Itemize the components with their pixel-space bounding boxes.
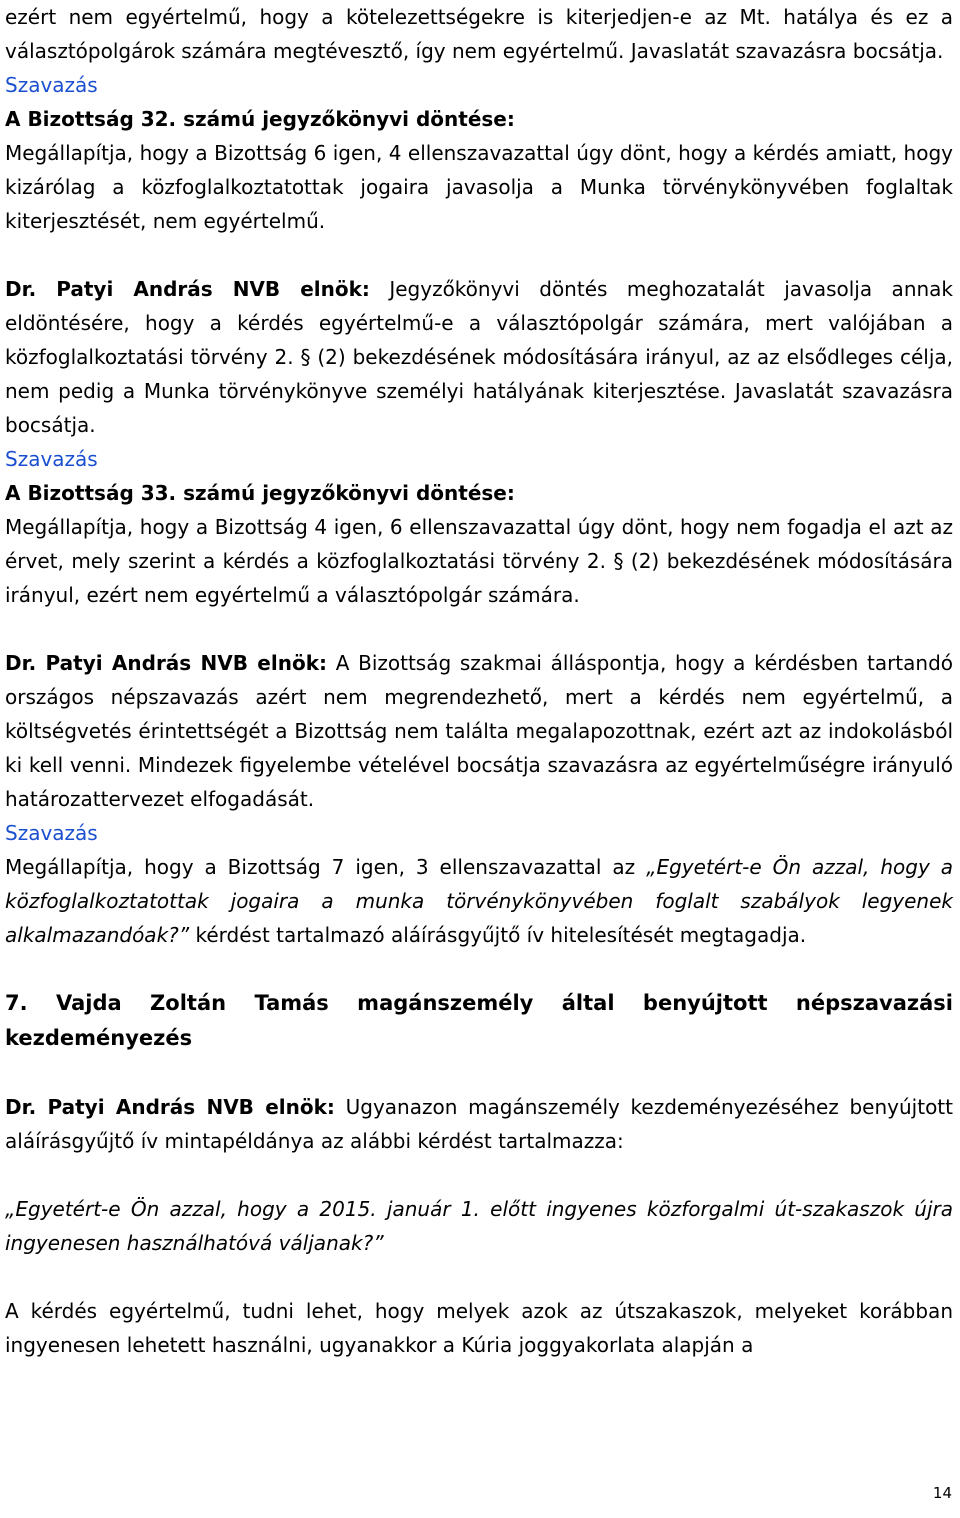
chair-speech-2	[5, 646, 953, 816]
decision-32-text: Megállapítja, hogy a Bizottság 6 igen, 4 ellenszavazattal úgy dönt, hogy a kérdés amiatt, hogy kizárólag a közfoglalkoztatottak jogaira javasolja a Munka törvénykönyvében foglaltak kiterjesztését, nem egyértelmű.	[5, 141, 953, 233]
speaker-name: Dr. Patyi András NVB elnök:	[5, 1095, 335, 1119]
resolution-text-after: kérdést tartalmazó aláírásgyűjtő ív hitelesítését megtagadja.	[189, 923, 807, 947]
resolution-text-before: Megállapítja, hogy a Bizottság 7 igen, 3 ellenszavazattal az	[5, 855, 647, 879]
continuation-paragraph: ezért nem egyértelmű, hogy a kötelezettségekre is kiterjedjen-e az Mt. hatálya és ez a választópolgárok számára megtévesztő, így nem egyértelmű. Javaslatát szavazásra bocsátja.	[5, 5, 953, 63]
speech-text: Ugyanazon magánszemély kezdeményezéséhez benyújtott aláírásgyűjtő ív mintapéldánya az alábbi kérdést tartalmazza:	[5, 1095, 953, 1153]
vote-label: Szavazás	[5, 73, 98, 97]
document-page	[5, 0, 953, 1362]
decision-33-text: Megállapítja, hogy a Bizottság 4 igen, 6 ellenszavazattal úgy dönt, hogy nem fogadja el azt az érvet, mely szerint a kérdés a közfoglalkoztatási törvény 2. § (2) bekezdésének módosítására irányul, ezért nem egyértelmű a választópolgár számára.	[5, 515, 953, 607]
section-heading-7: 7. Vajda Zoltán Tamás magánszemély által benyújtott népszavazási kezdeményezés	[5, 991, 953, 1050]
quoted-question: „Egyetért-e Ön azzal, hogy a 2015. január 1. előtt ingyenes közforgalmi út-szakaszok újra ingyenesen használhatóvá váljanak?”	[5, 1197, 953, 1255]
decision-33-title: A Bizottság 33. számú jegyzőkönyvi döntése:	[5, 481, 515, 505]
decision-32-title: A Bizottság 32. számú jegyzőkönyvi döntése:	[5, 107, 515, 131]
resolution-quote: „Egyetért-e Ön azzal, hogy a közfoglalkoztatottak jogaira a munka törvénykönyvében foglalt szabályok legyenek alkalmazandóak?”	[5, 855, 953, 947]
page-number: 14	[932, 1484, 952, 1502]
speaker-name: Dr. Patyi András NVB elnök:	[5, 277, 370, 301]
resolution-text	[5, 850, 953, 952]
speech-text: Jegyzőkönyvi döntés meghozatalát javasolja annak eldöntésére, hogy a kérdés egyértelmű-e a választópolgár számára, mert valójában a közfoglalkoztatási törvény 2. § (2) bekezdésének módosítására irányul, az az elsődleges célja, nem pedig a Munka törvénykönyve személyi hatályának kiterjesztése. Javaslatát szavazásra bocsátja.	[5, 277, 954, 437]
vote-label: Szavazás	[5, 821, 98, 845]
final-paragraph: A kérdés egyértelmű, tudni lehet, hogy melyek azok az útszakaszok, melyeket korábban ingyenesen lehetett használni, ugyanakkor a Kúria joggyakorlata alapján a	[5, 1299, 953, 1357]
vote-label: Szavazás	[5, 447, 98, 471]
chair-speech-1	[5, 272, 953, 442]
speaker-name: Dr. Patyi András NVB elnök:	[5, 651, 327, 675]
chair-speech-3	[5, 1090, 953, 1158]
speech-text: A Bizottság szakmai álláspontja, hogy a kérdésben tartandó országos népszavazás azért nem megrendezhető, mert a kérdés nem egyértelmű, a költségvetés érintettségét a Bizottság nem találta megalapozottnak, ezért azt az indokolásból ki kell venni. Mindezek figyelembe vételével bocsátja szavazásra az egyértelműségre irányuló határozattervezet elfogadását.	[5, 651, 953, 811]
